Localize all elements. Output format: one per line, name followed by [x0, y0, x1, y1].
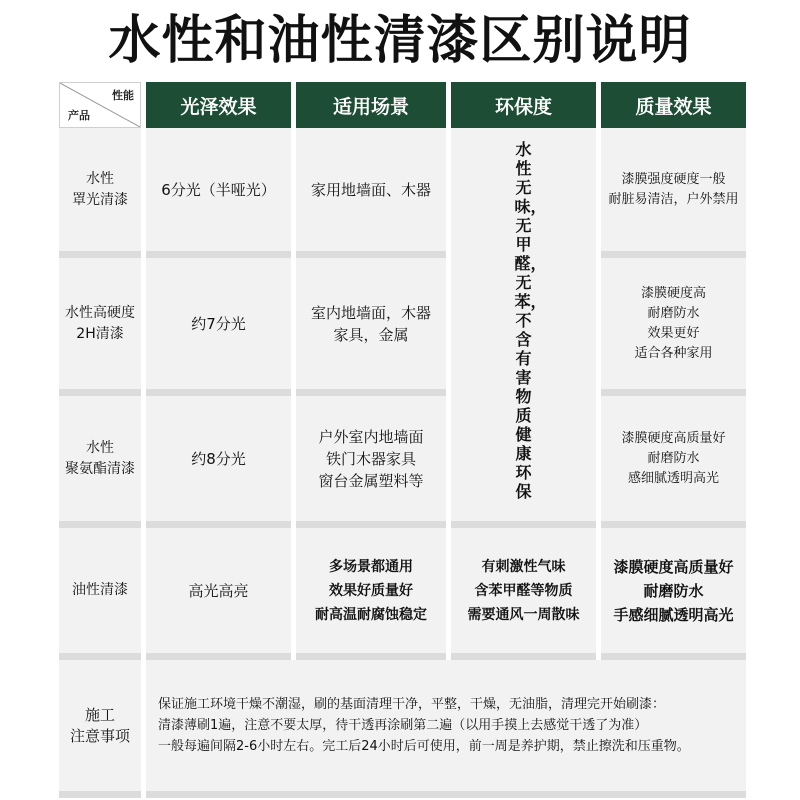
cell-line: 罩光清漆 — [72, 191, 128, 208]
row-quality — [601, 528, 746, 660]
corner-label-performance: 性能 — [112, 89, 134, 102]
row-scene — [296, 258, 446, 396]
cell-line: 约7分光 — [191, 314, 246, 333]
notes-line: 清漆薄刷1遍，注意不要太厚，待干透再涂刷第二遍（以用手摸上去感觉干透了为准） — [158, 718, 648, 733]
cell-line: 室内地墙面，木器 — [310, 303, 431, 322]
cell-line: 耐磨防水 — [643, 581, 704, 600]
row-product — [59, 128, 141, 258]
notes-text — [146, 660, 746, 798]
header-row — [59, 82, 746, 128]
cell-line: 水性 — [86, 439, 114, 456]
cell-line: 户外室内地墙面 — [318, 427, 424, 446]
cell-line: 高光高亮 — [188, 581, 249, 600]
cell-line: 聚氨酯清漆 — [65, 460, 135, 477]
row-gloss — [146, 128, 291, 258]
notes-line: 保证施工环境干燥不潮湿，刷的基面清理干净，平整，干燥，无油脂，清理完开始刷漆： — [158, 697, 666, 712]
row-scene — [296, 528, 446, 660]
row-product — [59, 258, 141, 396]
cell-line: 水性高硬度 — [65, 304, 135, 321]
cell-line: 漆膜强度硬度一般 — [621, 171, 726, 187]
cell-line: 2H清漆 — [76, 325, 124, 342]
notes-line: 一般每遍间隔2-6小时左右。完工后24小时后可使用，前一周是养护期，禁止擦洗和压重物。 — [158, 739, 690, 754]
table-row — [59, 396, 746, 528]
header-eco: 环保度 — [451, 82, 596, 128]
cell-line: 耐磨防水 — [647, 305, 700, 321]
cell-line: 6分光（半哑光） — [161, 180, 276, 199]
row-gloss — [146, 396, 291, 528]
cell-line: 有刺激性气味 — [481, 558, 566, 575]
header-corner — [59, 82, 141, 128]
cell-line: 约8分光 — [191, 449, 246, 468]
header-scene: 适用场景 — [296, 82, 446, 128]
notes-label — [59, 660, 141, 798]
notes-row — [59, 660, 746, 798]
cell-line: 漆膜硬度高质量好 — [621, 430, 726, 446]
header-gloss: 光泽效果 — [146, 82, 291, 128]
row-quality — [601, 258, 746, 396]
table-row — [59, 258, 746, 396]
row-quality — [601, 396, 746, 528]
cell-line: 家具，金属 — [333, 325, 409, 344]
cell-line: 注意事项 — [69, 726, 130, 745]
cell-line: 家用地墙面、木器 — [310, 180, 431, 199]
row-gloss — [146, 528, 291, 660]
row-scene — [296, 396, 446, 528]
cell-line: 耐磨防水 — [647, 450, 700, 466]
cell-line: 漆膜硬度高质量好 — [613, 557, 734, 576]
cell-line: 效果更好 — [647, 325, 700, 341]
cell-line: 耐脏易清洁，户外禁用 — [608, 191, 739, 207]
eco-vertical-text: 水性无味，无甲醛，无苯，不含有害物质健康环保 — [514, 140, 547, 501]
header-quality: 质量效果 — [601, 82, 746, 128]
cell-line: 感细腻透明高光 — [627, 470, 719, 486]
cell-line: 漆膜硬度高 — [640, 285, 706, 301]
cell-line: 含苯甲醛等物质 — [474, 582, 573, 599]
table-row — [59, 128, 746, 258]
cell-line: 铁门木器家具 — [325, 449, 416, 468]
cell-line: 油性清漆 — [72, 582, 128, 598]
row-scene — [296, 128, 446, 258]
row-product — [59, 528, 141, 660]
cell-line: 多场景都通用 — [329, 558, 413, 575]
cell-line: 窗台金属塑料等 — [318, 471, 424, 490]
cell-line: 水性 — [86, 170, 114, 187]
cell-line: 需要通风一周散味 — [467, 606, 580, 623]
page-title: 水性和油性清漆区别说明 — [108, 11, 692, 71]
cell-line: 效果好质量好 — [329, 582, 413, 599]
cell-line: 施工 — [84, 705, 115, 724]
row-eco — [451, 528, 596, 660]
table-row — [59, 528, 746, 660]
corner-label-product: 产品 — [68, 109, 90, 122]
row-product — [59, 396, 141, 528]
eco-merged-cell — [451, 128, 596, 528]
cell-line: 适合各种家用 — [634, 345, 713, 361]
cell-line: 耐高温耐腐蚀稳定 — [315, 606, 427, 623]
row-gloss — [146, 258, 291, 396]
row-quality — [601, 128, 746, 258]
comparison-table — [54, 82, 751, 798]
cell-line: 手感细腻透明高光 — [613, 605, 734, 624]
